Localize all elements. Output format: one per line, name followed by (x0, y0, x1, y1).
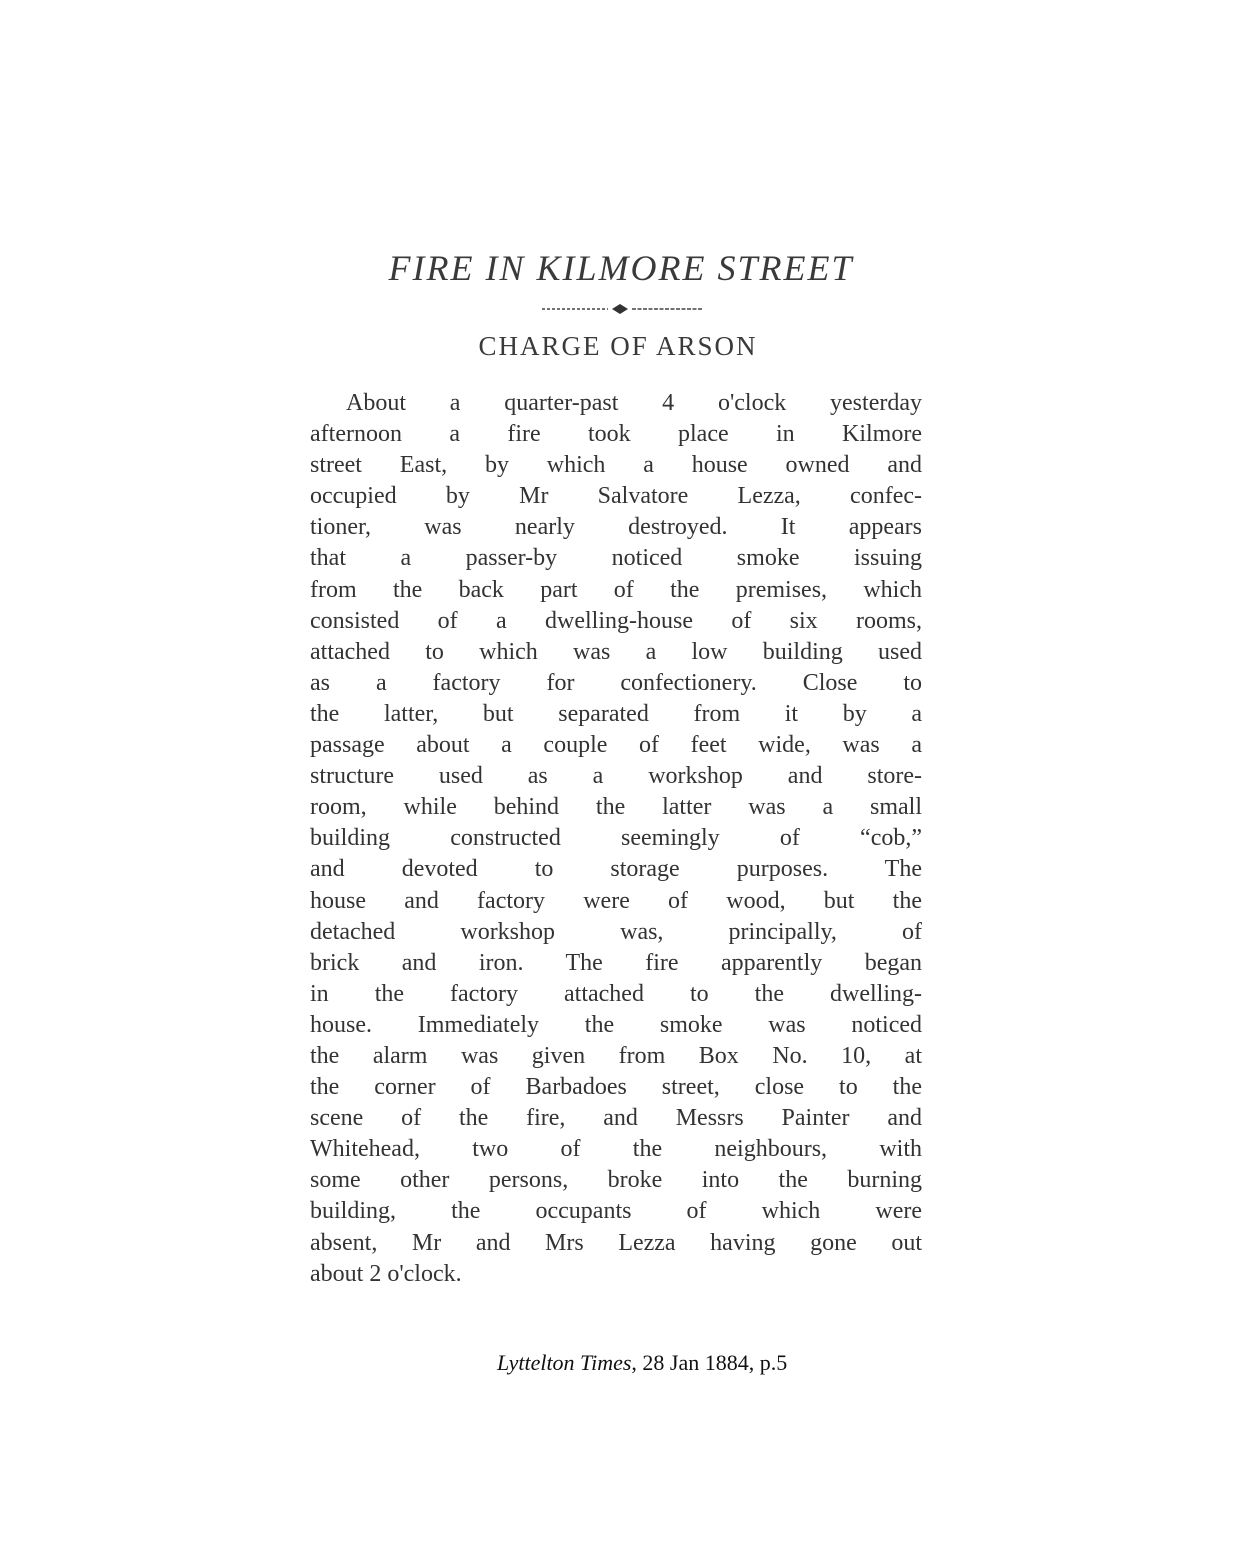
article-line: Whitehead, two of the neighbours, with (310, 1136, 922, 1163)
article-line: house. Immediately the smoke was noticed (310, 1011, 922, 1038)
article-line: that a passer-by noticed smoke issuing (310, 545, 922, 572)
article-line: as a factory for confectionery. Close to (310, 669, 922, 696)
citation-details: , 28 Jan 1884, p.5 (631, 1350, 788, 1375)
article-body (310, 388, 922, 1290)
article-line: consisted of a dwelling-house of six rooms, (310, 607, 922, 634)
article-line: detached workshop was, principally, of (310, 918, 922, 945)
article-line: scene of the fire, and Messrs Painter and (310, 1105, 922, 1132)
article-line: About a quarter-past 4 o'clock yesterday (346, 390, 922, 416)
article-line: building constructed seemingly of “cob,” (310, 825, 922, 852)
article-line: structure used as a workshop and store- (310, 763, 922, 790)
article-line: from the back part of the premises, which (310, 576, 922, 603)
article-line: tioner, was nearly destroyed. It appears (310, 514, 922, 541)
article-line: about 2 o'clock. (310, 1260, 462, 1287)
article-line: the corner of Barbadoes street, close to the (310, 1074, 922, 1101)
newspaper-clipping (310, 238, 922, 1290)
article-line: house and factory were of wood, but the (310, 887, 922, 914)
article-line: attached to which was a low building used (310, 638, 922, 665)
source-citation (497, 1343, 787, 1383)
article-line: some other persons, broke into the burning (310, 1167, 922, 1194)
ornament-divider-icon (542, 302, 702, 316)
article-line: afternoon a fire took place in Kilmore (310, 421, 922, 448)
article-line: absent, Mr and Mrs Lezza having gone out (310, 1229, 922, 1256)
article-line: street East, by which a house owned and (310, 452, 922, 479)
subheadline: CHARGE OF ARSON (478, 331, 758, 361)
article-line: the latter, but separated from it by a (310, 700, 922, 727)
article-line: room, while behind the latter was a small (310, 794, 922, 821)
headline: FIRE IN KILMORE STREET (388, 248, 854, 288)
article-line: brick and iron. The fire apparently began (310, 949, 922, 976)
citation-publication: Lyttelton Times (497, 1350, 632, 1375)
article-line: and devoted to storage purposes. The (310, 856, 922, 883)
article-line: the alarm was given from Box No. 10, at (310, 1042, 922, 1069)
article-line: occupied by Mr Salvatore Lezza, confec- (310, 483, 922, 510)
article-line: building, the occupants of which were (310, 1198, 922, 1225)
article-line: in the factory attached to the dwelling- (310, 980, 922, 1007)
article-line: passage about a couple of feet wide, was a (310, 732, 922, 759)
